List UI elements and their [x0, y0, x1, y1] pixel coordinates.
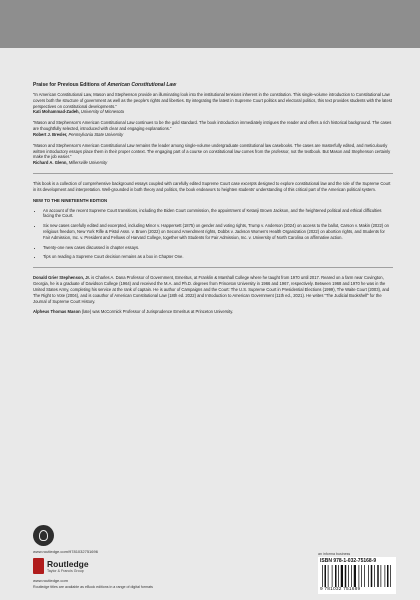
- barcode-bars-icon: [322, 565, 392, 587]
- book-description: This book is a collection of comprehensive background essays coupled with carefully edited Supreme Court case excerpts designed to explore constitutional law and the role of the Supreme Court in its development and interpretation. Well-grounded in both theory and politics, the book endeavors to heighten students’ understanding of this critical part of the American political system.: [33, 180, 391, 192]
- author-bio-stephenson: Donald Grier Stephenson, Jr. is Charles A. Dana Professor of Government, Emeritus, at Franklin & Marshall College where he taught from 1970 until 2017. Reared on a farm near Covington, Georgia, he is a graduate of Davidson College (1964) and received the M.A. and Ph.D. degrees from Princeton University in 1966 and 1967, respectively. Between 1968 and 1970 he was in the United States Army, completing his service at the rank of captain. He is author of Campaigns and the Court: The U.S. Supreme Court in Presidential Elections (1999), The Waite Court (2003), and The Right to Vote (2004), and is coauthor of American Constitutional Law (18th ed. 2022) and Introduction to American Government (11th ed., 2021). He writes “The Judicial Bookshelf” for the Journal of Supreme Court History.: [33, 275, 390, 304]
- quote-text: “Mason and Stephenson’s American Constitutional Law remains the leader among single-volume undergraduate constitutional law casebooks. The cases are masterfully edited, and meticulously written introductory essays place them in their proper context. The engaging part of a course on constitutional law comes from the professor, not the textbook. But Mason and Stephenson certainly make the job easier.”: [33, 142, 391, 160]
- praise-quote-2: [33, 120, 393, 137]
- divider: [33, 173, 393, 174]
- quote-attribution: Richard A. Glenn, Millersville University: [33, 160, 108, 166]
- book-url: www.routledge.com/9781032751696: [33, 549, 98, 554]
- quote-attribution: Robert J. Bresler, Pennsylvania State University: [33, 131, 124, 137]
- publisher-url: www.routledge.com: [33, 578, 68, 583]
- informa-label: an informa business: [318, 552, 351, 556]
- recycle-logo-icon: [33, 525, 54, 546]
- new-edition-list: [33, 208, 393, 261]
- praise-heading: Praise for Previous Editions of American Constitutional Law: [33, 82, 177, 88]
- list-item: • Six new cases carefully edited and excerpted, including Minor v. Happersett (1875) on gender and voting rights, Trump v. Anderson (2024) on access to the ballot, Carson v. Makin (2022) on religious freedom, New York Rifle & Pistol Assn. v. Bruen (2022) on Second Amendment rights, Dobbs v. Jackson Women’s Health Organization (2022) on abortion rights, and Students for Fair Admission, Inc. v. President and Fellows of Harvard College, together with Students for Fair Admission, Inc. v. University of North Carolina on affirmative action.: [43, 223, 393, 240]
- quote-attribution: Kati Mohammad-Zadeh, University of Minnesota: [33, 109, 124, 115]
- divider: [33, 267, 393, 268]
- quote-text: “Mason and Stephenson’s American Constitutional Law continues to be the gold standard. The book introduction immediately intrigues the reader and offers a rich historical background. The cases are thoughtfully selected, introduced with clear and engaging explanations.”: [33, 120, 392, 132]
- barcode-number: 9 781032 751689: [320, 587, 361, 592]
- ebook-note: Routledge titles are available as eBook editions in a range of digital formats: [33, 585, 153, 589]
- isbn-text: ISBN 978-1-032-75168-9: [320, 558, 377, 564]
- author-bio-mason: Alpheus Thomas Mason (late) was McCormick Professor of Jurisprudence Emeritus at Princeton University.: [33, 309, 234, 315]
- praise-quote-1: [33, 92, 393, 115]
- list-item: • Twenty-one new cases discussed in chapter essays.: [43, 245, 393, 251]
- publisher-subtitle: Taylor & Francis Group: [47, 569, 84, 573]
- back-cover-content: [33, 82, 393, 320]
- list-item: • Tips on reading a Supreme Court decision remains as a box in Chapter One.: [43, 254, 393, 260]
- publisher-name: Routledge: [47, 559, 89, 569]
- list-item: • An account of the recent Supreme Court transitions, including the Biden Court commission, the appointment of Ketanji Brown Jackson, and the heightened political and ethical difficulties facing the Court.: [43, 208, 393, 220]
- routledge-logo-icon: [33, 558, 44, 574]
- top-strip: [0, 0, 420, 48]
- quote-text: “In American Constitutional Law, Mason and Stephenson provide an illuminating look into the institutional tensions inherent in the constitution. This single-volume introduction to Constitutional Law covers both the structure of government as well as the people’s rights and liberties. By integrating the latest in Supreme Court politics and electoral politics, this text provides students with the latest perspectives on constitutional developments.”: [33, 92, 392, 109]
- isbn-barcode: [318, 557, 396, 594]
- new-edition-heading: NEW TO THE NINETEENTH EDITION: [33, 197, 108, 203]
- praise-quote-3: [33, 143, 393, 166]
- publisher-logo: [33, 558, 133, 576]
